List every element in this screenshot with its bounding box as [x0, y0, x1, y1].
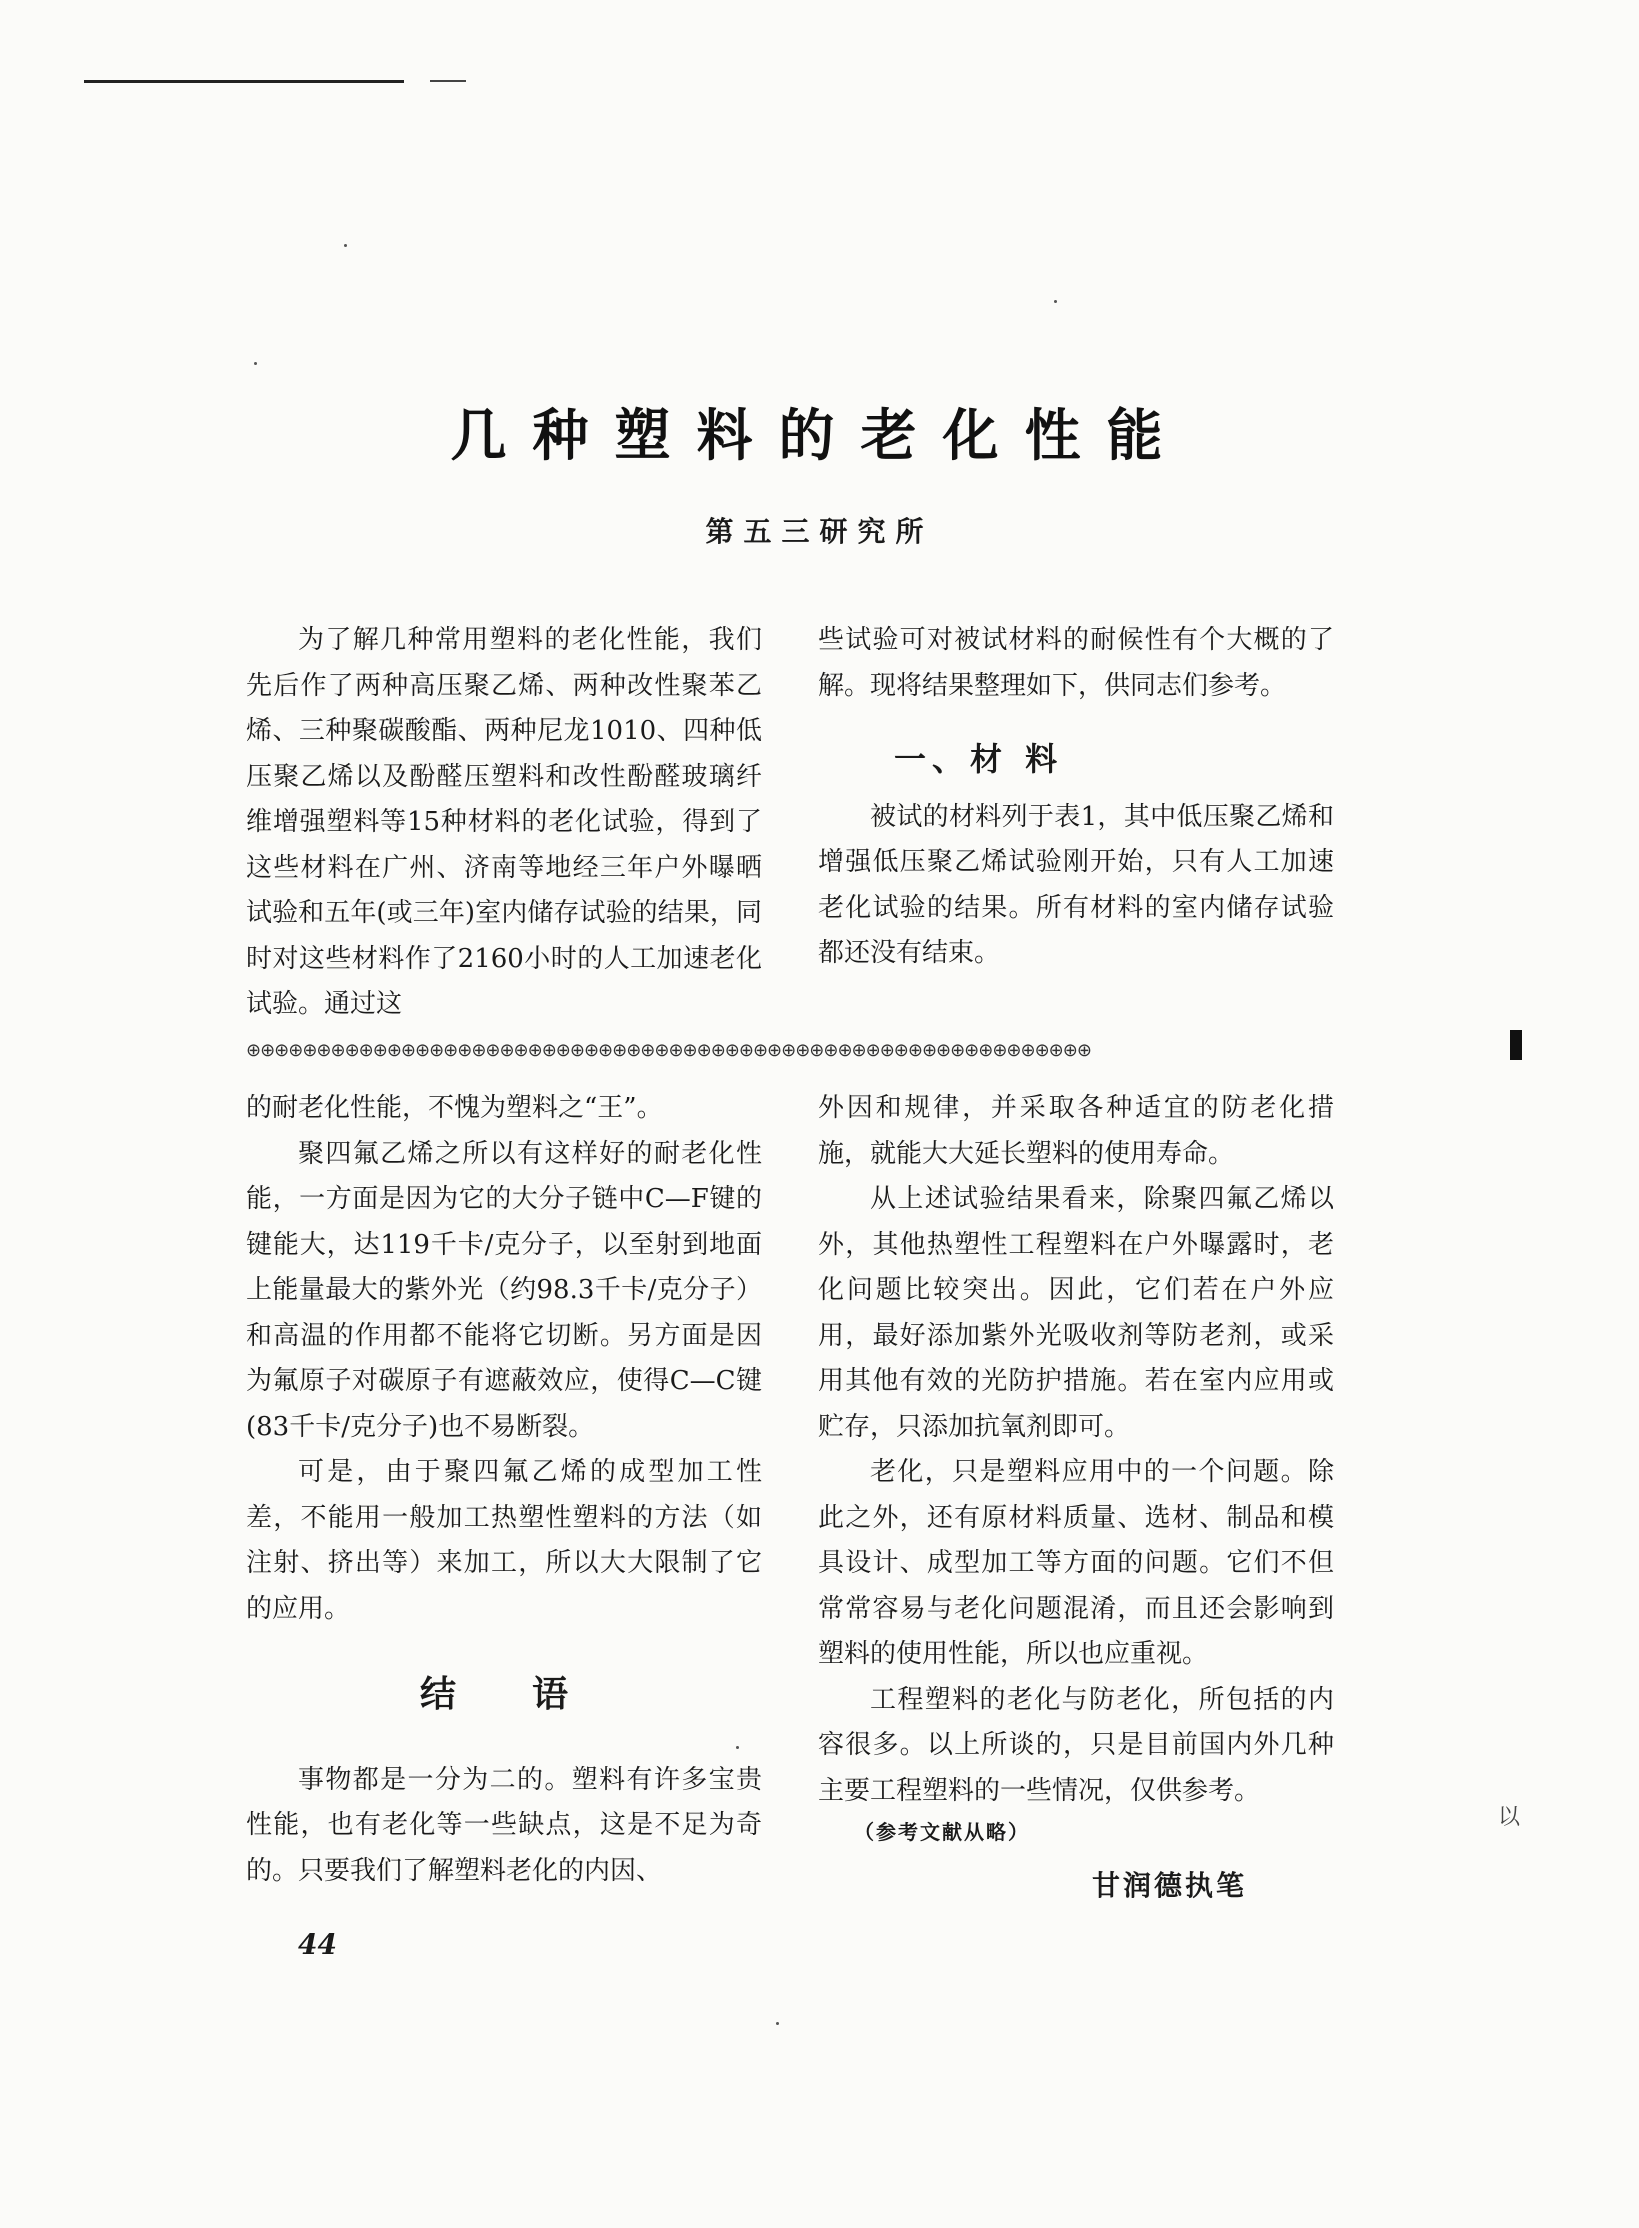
lower-right-column — [818, 1086, 1334, 1814]
margin-mark — [1510, 1030, 1522, 1060]
section-heading-materials: 一、材 料 — [894, 740, 1064, 778]
scan-speck — [776, 2022, 779, 2025]
top-rule — [84, 80, 404, 83]
top-rule-short — [430, 80, 466, 82]
page-number: 44 — [298, 1928, 337, 1961]
intro-paragraph-continued: 些试验可对被试材料的耐候性有个大概的了解。现将结果整理如下，供同志们参考。 — [818, 625, 1334, 701]
author-organization: 第五三研究所 — [705, 515, 934, 548]
ptfe-bond-paragraph: 聚四氟乙烯之所以有这样好的耐老化性能，一方面是因为它的大分子链中C—F键的键能大，达119千卡/克分子，以至射到地面上能量最大的紫外光（约98.3千卡/克分子）和高温的作用都不能将它切断。另方面是因为氟原子对碳原子有遮蔽效应，使得C—C键(83千卡/克分子)也不易断裂。 — [246, 1138, 762, 1442]
intro-paragraph: 为了解几种常用塑料的老化性能，我们先后作了两种高压聚乙烯、两种改性聚苯乙烯、三种聚碳酸酯、两种尼龙1010、四种低压聚乙烯以及酚醛压塑料和改性酚醛玻璃纤维增强塑料等15种材料的老化试验，得到了这些材料在广州、济南等地经三年户外曝晒试验和五年(或三年)室内储存试验的结果，同时对这些材料作了2160小时的人工加速老化试验。通过这 — [246, 625, 762, 1019]
references-note: （参考文献从略） — [854, 1820, 1030, 1844]
scan-speck — [254, 362, 257, 365]
lower-left-column — [246, 1086, 762, 1894]
conclusion-heading: 结 语 — [419, 1674, 588, 1715]
thermoplastic-paragraph: 从上述试验结果看来，除聚四氟乙烯以外，其他热塑性工程塑料在户外曝露时，老化问题比较突出。因此，它们若在户外应用，最好添加紫外光吸收剂等防老剂，或采用其他有效的光防护措施。若在室内应用或贮存，只添加抗氧剂即可。 — [818, 1184, 1334, 1442]
conclusion-paragraph: 事物都是一分为二的。塑料有许多宝贵性能，也有老化等一些缺点，这是不足为奇的。只要我们了解塑料老化的内因、 — [246, 1764, 762, 1886]
article-title: 几种塑料的老化性能 — [450, 404, 1189, 469]
upper-right-column — [818, 618, 1334, 977]
ornament-divider: ⊕⊕⊕⊕⊕⊕⊕⊕⊕⊕⊕⊕⊕⊕⊕⊕⊕⊕⊕⊕⊕⊕⊕⊕⊕⊕⊕⊕⊕⊕⊕⊕⊕⊕⊕⊕⊕⊕⊕⊕⊕⊕⊕⊕⊕⊕⊕⊕⊕⊕⊕⊕⊕⊕⊕⊕⊕⊕⊕⊕ — [246, 1040, 1091, 1061]
scan-speck — [1054, 300, 1057, 303]
upper-left-column — [246, 618, 762, 1028]
margin-annotation: 以 — [1498, 1805, 1521, 1830]
aging-issue-paragraph: 老化，只是塑料应用中的一个问题。除此之外，还有原材料质量、选材、制品和模具设计、成型加工等方面的问题。它们不但常常容易与老化问题混淆，而且还会影响到塑料的使用性能，所以也应重视。 — [818, 1457, 1334, 1669]
ptfe-processing-paragraph: 可是，由于聚四氟乙烯的成型加工性差，不能用一般加工热塑性塑料的方法（如注射、挤出等）来加工，所以大大限制了它的应用。 — [246, 1457, 762, 1624]
materials-paragraph: 被试的材料列于表1，其中低压聚乙烯和增强低压聚乙烯试验刚开始，只有人工加速老化试验的结果。所有材料的室内储存试验都还没有结束。 — [818, 801, 1334, 968]
author-credit: 甘润德执笔 — [1092, 1869, 1248, 1902]
scan-speck — [736, 1746, 739, 1749]
summary-paragraph: 工程塑料的老化与防老化，所包括的内容很多。以上所谈的，只是目前国内外几种主要工程塑料的一些情况，仅供参考。 — [818, 1684, 1334, 1806]
scan-speck — [344, 244, 347, 247]
conclusion-paragraph-continued: 外因和规律，并采取各种适宜的防老化措施，就能大大延长塑料的使用寿命。 — [818, 1093, 1334, 1169]
ptfe-paragraph-continued: 的耐老化性能，不愧为塑料之“王”。 — [246, 1093, 663, 1123]
